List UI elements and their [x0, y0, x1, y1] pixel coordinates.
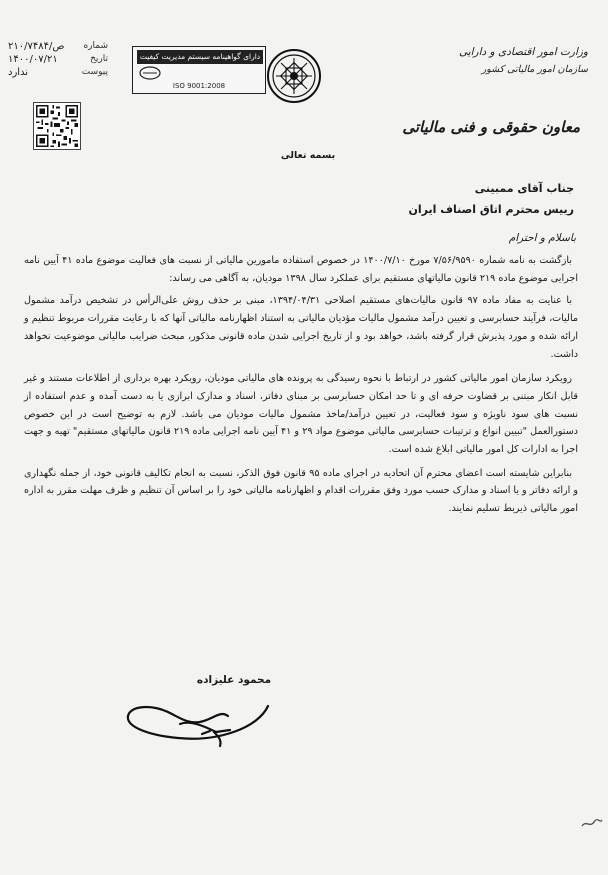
iso-title: دارای گواهینامه سیستم مدیریت کیفیت: [137, 50, 263, 64]
iso-code: ISO 9001:2008: [172, 82, 226, 90]
addressee-block: [408, 178, 574, 220]
reference-meta: [8, 40, 108, 79]
ministry-heading: [358, 44, 588, 78]
meta-number-row: [8, 40, 108, 53]
meta-date-value: ۱۴۰۰/۰۷/۲۱: [8, 54, 58, 65]
iso-certificate-badge: [132, 46, 266, 94]
letter-body: [24, 252, 578, 523]
basmala: بسمه تعالی: [280, 150, 336, 161]
organization-name: سازمان امور مالیاتی کشور: [481, 64, 588, 75]
body-paragraph-4: بنابراین شایسته است اعضای محترم آن اتحادیه در اجرای ماده ۹۵ قانون فوق الذکر، نسبت به انجام تکالیف قانونی خود، از جمله نگهداری و ارائه دفاتر و یا اسناد و مدارک حسب مورد وفق مقررات اقدام و اظهارنامه مالیاتی خود را بر اساس آن تنظیم و ظرف مهلت مقرر به اداره امور مالیاتی ذیربط تسلیم نمایند.: [24, 467, 578, 515]
addressee-name: جناب آقای ممبینی: [474, 182, 574, 195]
qr-code-icon: [33, 102, 81, 150]
handwritten-signature-icon: [118, 676, 278, 756]
meta-attachment-value: ندارد: [8, 67, 29, 78]
addressee-title: رییس محترم اتاق اصناف ایران: [408, 203, 574, 216]
meta-attachment-label: پیوست: [81, 67, 108, 77]
meta-date-row: [8, 53, 108, 66]
body-paragraph-2: با عنایت به مفاد ماده ۹۷ قانون مالیات‌های مستقیم اصلاحی ۱۳۹۴/۰۴/۳۱، مبنی بر حذف روش علی‌الرأس در تشخیص درآمد مشمول مالیات، فرآیند حسابرسی و تعیین درآمد مشمول مالیات مؤدیان مالیاتی به استناد اظهارنامه مالیاتی آنها که با رعایت مقررات مربوط تنظیم و ارائه شده و مورد پذیرش قرار گرفته باشد، خواهد بود و از تاریخ اجرایی شدن ماده قانونی مذکور، مبحث ضرایب مالیاتی موضوعیت نخواهد داشت.: [24, 295, 578, 360]
ministry-name: وزارت امور اقتصادی و دارایی: [458, 46, 588, 58]
certification-mark-icon: [139, 66, 161, 80]
meta-attachment-row: [8, 66, 108, 79]
department-title: معاون حقوقی و فنی مالیاتی: [402, 118, 580, 136]
meta-number-value: ۲۱۰/۷۴۸۴/ص: [8, 41, 65, 52]
body-paragraph-1: بازگشت به نامه شماره ۷/۵۶/۹۵۹۰ مورخ ۱۴۰۰/۷/۱۰ در خصوص استفاده مامورین مالیاتی از نسبت های فعالیت موضوع ماده ۴۱ آیین نامه اجرایی موضوع ماده ۲۱۹ قانون مالیاتهای مستقیم برای عملکرد سال ۱۳۹۸ مودیان، به آگاهی می رساند:: [24, 255, 578, 284]
signer-name: محمود علیزاده: [196, 674, 272, 686]
margin-mark-icon: [580, 816, 604, 830]
greeting: باسلام و احترام: [508, 232, 576, 244]
meta-number-label: شماره: [83, 41, 108, 51]
organization-emblem-icon: [266, 48, 322, 104]
meta-date-label: تاریخ: [90, 54, 108, 64]
body-paragraph-3: رویکرد سازمان امور مالیاتی کشور در ارتباط با نحوه رسیدگی به پرونده های مالیاتی مودیان، رویکرد بهره برداری از اطلاعات مستند و غیر قابل انکار مبتنی بر قضاوت حرفه ای و تا حد امکان حسابرسی بر مبنای دفاتر، اسناد و مدارک ابرازی یا به دست آمده و عدم استفاده از نسبت های سود ناویژه و سود فعالیت، در تعیین درآمد/ماخذ مشمول مالیات مودیان می باشد. لازم به توضیح است در این خصوص دستورالعمل "تبیین انواع و ترتیبات حسابرسی مالیاتی موضوع مواد ۲۹ و ۴۱ آیین نامه اجرایی ماده ۲۱۹ قانون مالیاتهای مستقیم" تهیه و جهت اجرا به ادارات کل امور مالیاتی ابلاغ شده است.: [24, 373, 579, 456]
